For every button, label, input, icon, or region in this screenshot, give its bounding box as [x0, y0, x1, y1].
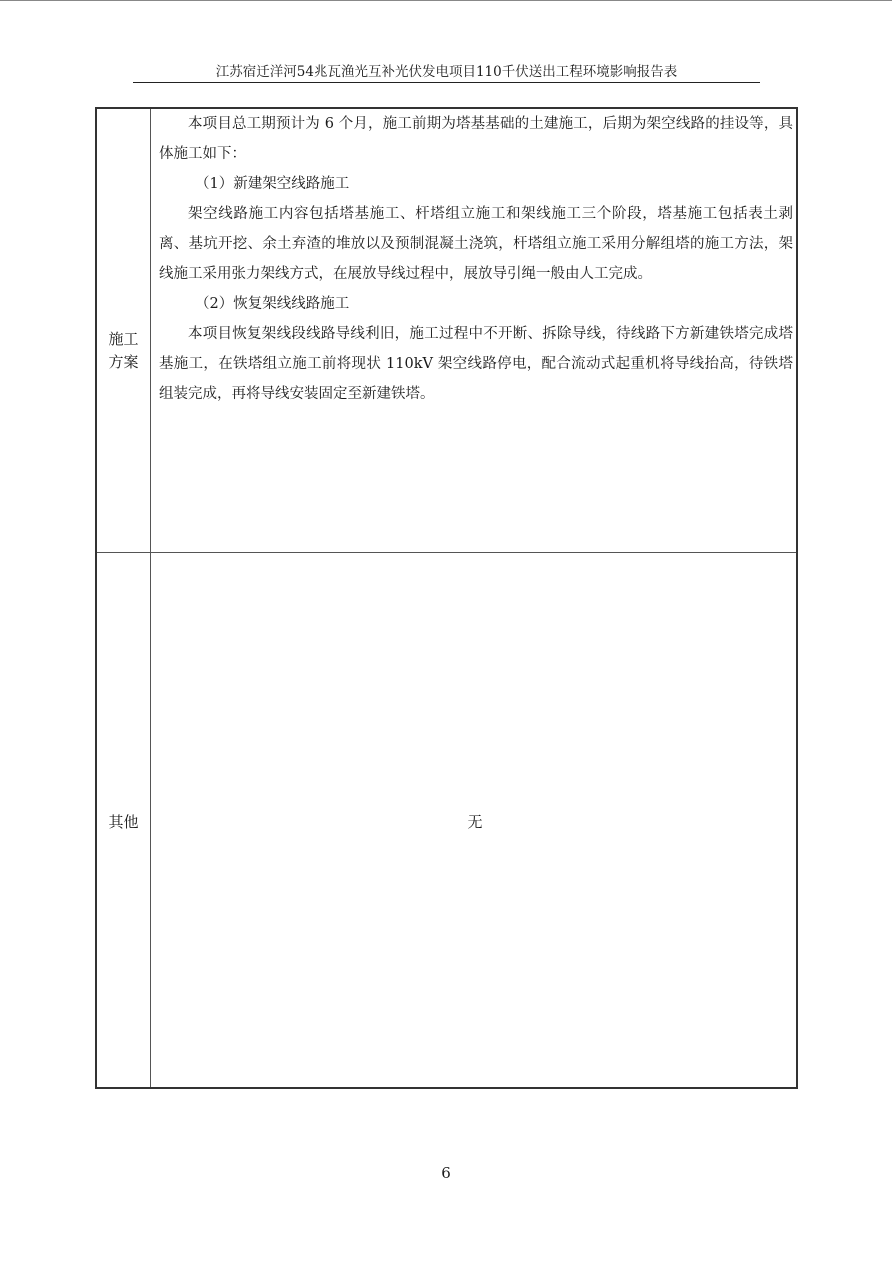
row-label-construction-plan-line2: 方案 — [108, 353, 139, 371]
page-number: 6 — [441, 1164, 451, 1182]
construction-plan-content — [159, 109, 793, 409]
row-divider — [97, 552, 796, 553]
row-label-other: 其他 — [108, 813, 139, 831]
row-label-construction-plan-line1: 施工 — [108, 330, 139, 348]
report-table — [95, 107, 798, 1089]
plan-subheading-1: （1）新建架空线路施工 — [195, 176, 350, 192]
plan-paragraph-1: 本项目总工期预计为 6 个月，施工前期为塔基基础的土建施工，后期为架空线路的挂设等，具体施工如下： — [159, 116, 793, 162]
plan-subheading-2: （2）恢复架线线路施工 — [195, 296, 350, 312]
page-top-border — [0, 0, 892, 1]
other-content-value: 无 — [467, 813, 483, 831]
document-header-title: 江苏宿迁洋河54兆瓦渔光互补光伏发电项目110千伏送出工程环境影响报告表 — [215, 64, 678, 80]
plan-paragraph-2: 架空线路施工内容包括塔基施工、杆塔组立施工和架线施工三个阶段，塔基施工包括表土剥离、基坑开挖、余土弃渣的堆放以及预制混凝土浇筑，杆塔组立施工采用分解组塔的施工方法，架线施工采用张力架线方式，在展放导线过程中，展放导引绳一般由人工完成。 — [159, 206, 793, 282]
header-rule — [133, 82, 760, 83]
label-column — [97, 109, 151, 1087]
row-label-construction-plan — [97, 328, 150, 374]
plan-paragraph-3: 本项目恢复架线段线路导线利旧，施工过程中不开断、拆除导线，待线路下方新建铁塔完成塔基施工，在铁塔组立施工前将现状 110kV 架空线路停电，配合流动式起重机将导线抬高，待铁塔组装完成，再将导线安装固定至新建铁塔。 — [159, 326, 793, 402]
